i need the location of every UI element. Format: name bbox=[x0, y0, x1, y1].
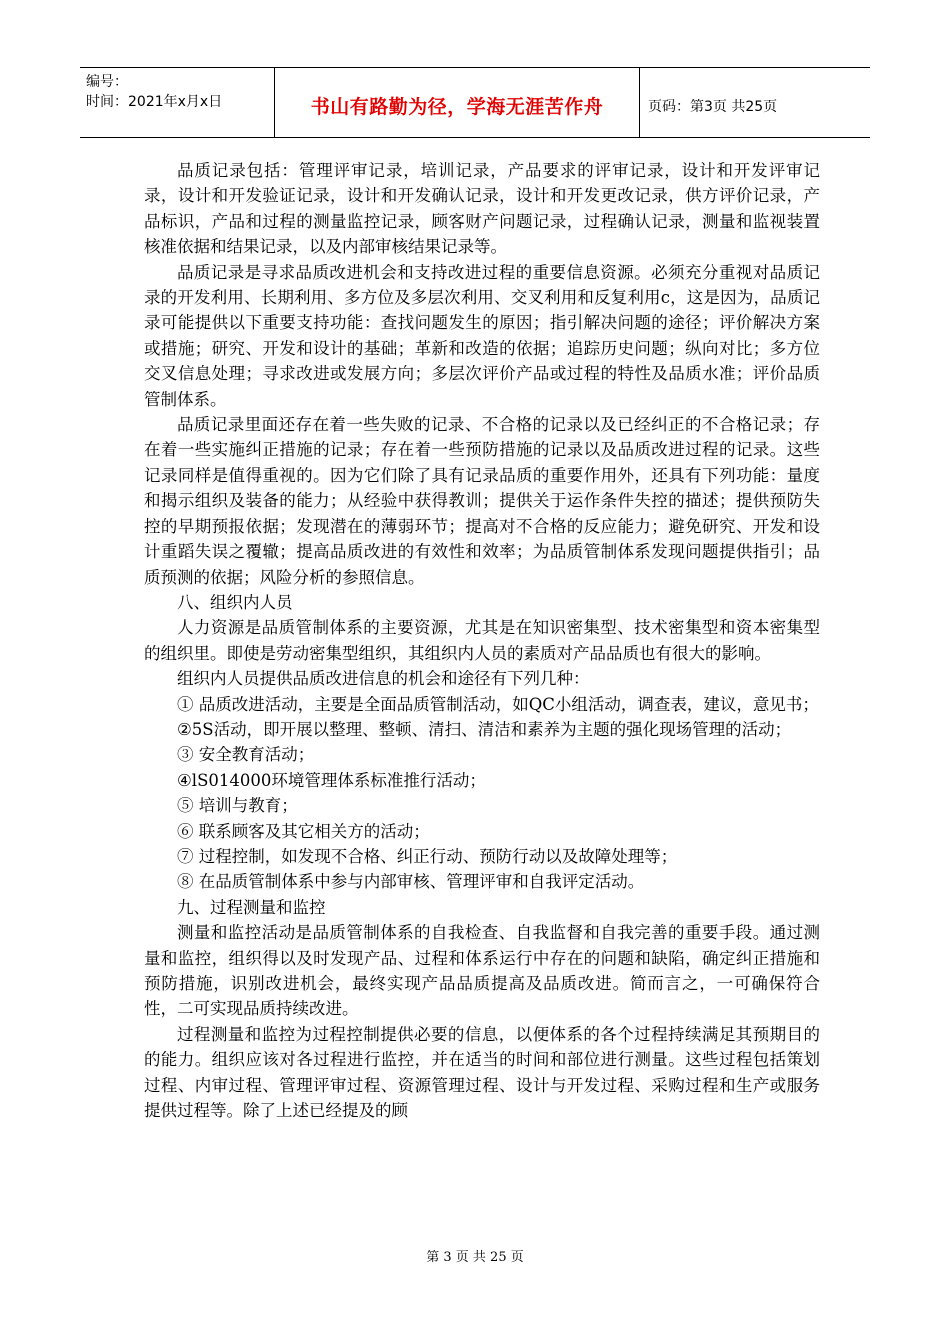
list-item: ④lS014000环境管理体系标准推行活动； bbox=[177, 770, 486, 790]
document-header bbox=[80, 67, 870, 138]
time-label: 时间：2021年x月x日 bbox=[86, 94, 223, 110]
document-body bbox=[144, 158, 820, 1123]
paragraph: 过程测量和监控为过程控制提供必要的信息，以便体系的各个过程持续满足其预期目的的能力。组织应该对各过程进行监控，并在适当的时间和部位进行测量。这些过程包括策划过程、内审过程、管理评审过程、资源管理过程、设计与开发过程、采购过程和生产或服务提供过程等。除了上述已经提及的顾 bbox=[144, 1024, 820, 1121]
paragraph: 品质记录是寻求品质改进机会和支持改进过程的重要信息资源。必须充分重视对品质记录的开发利用、长期利用、多方位及多层次利用、交叉利用和反复利用c，这是因为，品质记录可能提供以下重要支持功能：查找问题发生的原因；指引解决问题的途径；评价解决方案或措施；研究、开发和设计的基础；革新和改造的依据；追踪历史问题；纵向对比；多方位交叉信息处理；寻求改进或发展方向；多层次评价产品或过程的特性及品质水准；评价品质管制体系。 bbox=[144, 262, 820, 409]
paragraph: 品质记录里面还存在着一些失败的记录、不合格的记录以及已经纠正的不合格记录；存在着一些实施纠正措施的记录；存在着一些预防措施的记录以及品质改进过程的记录。这些记录同样是值得重视的。因为它们除了具有记录品质的重要作用外，还具有下列功能：量度和揭示组织及装备的能力；从经验中获得教训；提供关于运作条件失控的描述；提供预防失控的早期预报依据；发现潜在的薄弱环节；提高对不合格的反应能力；避免研究、开发和设计重蹈失误之覆辙；提高品质改进的有效性和效率；为品质管制体系发现问题提供指引；品质预测的依据；风险分析的参照信息。 bbox=[144, 415, 820, 587]
section-heading: 九、过程测量和监控 bbox=[177, 897, 326, 917]
paragraph: 测量和监控活动是品质管制体系的自我检查、自我监督和自我完善的重要手段。通过测量和监控，组织得以及时发现产品、过程和体系运行中存在的问题和缺陷，确定纠正措施和预防措施，识别改进机会，最终实现产品品质提高及品质改进。简而言之，一可确保符合性，二可实现品质持续改进。 bbox=[144, 923, 820, 1019]
list-item: ⑦ 过程控制，如发现不合格、纠正行动、预防行动以及故障处理等； bbox=[177, 846, 678, 866]
list-item: ⑤ 培训与教育； bbox=[177, 796, 298, 816]
list-item: ① 品质改进活动，主要是全面品质管制活动，如QC小组活动，调查表，建议，意见书； bbox=[177, 694, 819, 714]
paragraph: 品质记录包括：管理评审记录，培训记录，产品要求的评审记录，设计和开发评审记录，设计和开发验证记录，设计和开发确认记录，设计和开发更改记录，供方评价记录，产品标识，产品和过程的测量监控记录，顾客财产问题记录，过程确认记录，测量和监视装置核准依据和结果记录，以及内部审核结果记录等。 bbox=[144, 161, 820, 257]
list-item: ⑥ 联系顾客及其它相关方的活动； bbox=[177, 821, 430, 841]
code-label: 编号： bbox=[86, 74, 128, 90]
paragraph: 组织内人员提供品质改进信息的机会和途径有下列几种： bbox=[177, 669, 590, 689]
page-footer: 第 3 页 共 25 页 bbox=[426, 1250, 524, 1265]
section-heading: 八、组织内人员 bbox=[177, 592, 293, 612]
list-item: ③ 安全教育活动； bbox=[177, 745, 315, 765]
paragraph: 人力资源是品质管制体系的主要资源，尤其是在知识密集型、技术密集型和资本密集型的组织里。即使是劳动密集型组织，其组织内人员的素质对产品品质也有很大的影响。 bbox=[144, 618, 820, 663]
list-item: ⑧ 在品质管制体系中参与内部审核、管理评审和自我评定活动。 bbox=[177, 872, 645, 892]
header-page-info: 页码：第3页 共25页 bbox=[648, 98, 778, 115]
header-meta bbox=[80, 68, 275, 137]
list-item: ②5S活动，即开展以整理、整顿、清扫、清洁和素养为主题的强化现场管理的活动； bbox=[177, 719, 792, 739]
header-motto: 书山有路勤为径，学海无涯苦作舟 bbox=[275, 68, 640, 137]
